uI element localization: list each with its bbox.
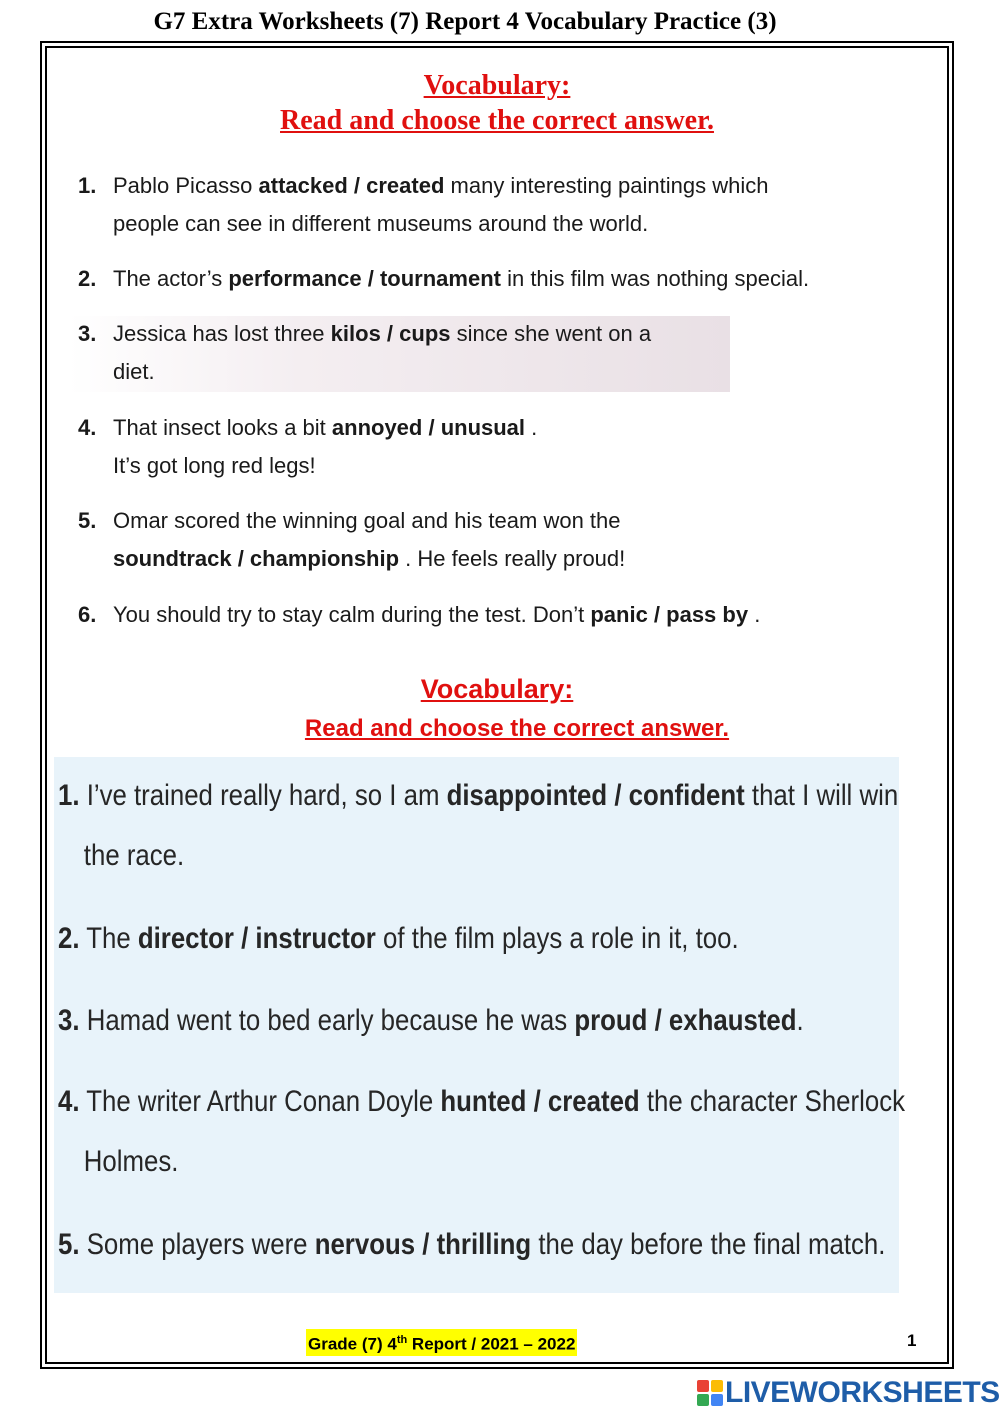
question-number: 1. (78, 173, 97, 198)
question-text: since she went on a (450, 321, 652, 346)
s2-question-3 (58, 991, 804, 1051)
answer-options[interactable]: panic / pass by (590, 602, 749, 627)
question-text: Hamad went to bed early because he was (79, 1004, 575, 1037)
question-text: of the film plays a role in it, too. (375, 922, 739, 955)
section2-heading: Vocabulary: (420, 674, 574, 704)
question-text: I’ve trained really hard, so I am (79, 779, 447, 812)
s2-question-2 (58, 909, 739, 969)
question-text: . (525, 415, 538, 440)
question-text: the character Sherlock (639, 1085, 905, 1118)
brand-name: LIVEWORKSHEETS (725, 1376, 1000, 1409)
question-number: 3. (58, 1004, 80, 1037)
question-text: . He feels really proud! (399, 546, 626, 571)
answer-options[interactable]: director / instructor (137, 922, 376, 955)
answer-options[interactable]: performance / tournament (228, 266, 501, 291)
question-text: Omar scored the winning goal and his team won the (113, 508, 621, 533)
answer-options[interactable]: attacked / created (258, 173, 445, 198)
question-text-line2: diet. (113, 359, 155, 384)
footer-report: Report / 2021 – 2022 (407, 1334, 576, 1354)
footer-grade: Grade (7) 4 (308, 1334, 397, 1354)
question-number: 3. (78, 321, 97, 346)
answer-options[interactable]: annoyed / unusual (331, 415, 526, 440)
question-number: 2. (58, 922, 80, 955)
liveworksheets-logo-icon (697, 1380, 723, 1406)
s2-question-4 (58, 1072, 905, 1178)
liveworksheets-brand[interactable] (697, 1377, 1000, 1409)
section1-instruction: Read and choose the correct answer. (280, 105, 714, 136)
section1-heading: Vocabulary: (423, 70, 571, 101)
footer-label (306, 1329, 577, 1356)
question-text-line2: people can see in different museums around the world. (113, 211, 649, 236)
question-text: many interesting paintings which (444, 173, 769, 198)
question-number: 4. (58, 1085, 80, 1118)
question-text: the day before the final match. (531, 1228, 886, 1261)
answer-options[interactable]: proud / exhausted (574, 1004, 797, 1037)
question-number: 6. (78, 602, 97, 627)
question-number: 2. (78, 266, 97, 291)
answer-options[interactable]: disappointed / confident (446, 779, 745, 812)
question-text: That insect looks a bit (113, 415, 332, 440)
question-text-line2: Holmes. (83, 1145, 179, 1178)
question-text: The (79, 922, 138, 955)
s2-question-1 (58, 766, 899, 872)
question-number: 5. (78, 508, 97, 533)
answer-options[interactable]: kilos / cups (330, 321, 451, 346)
question-text: Some players were (79, 1228, 315, 1261)
question-number: 4. (78, 415, 97, 440)
answer-options[interactable]: nervous / thrilling (314, 1228, 532, 1261)
logo-tile (697, 1394, 709, 1406)
question-text: that I will win (744, 779, 899, 812)
logo-tile (697, 1380, 709, 1392)
question-text: The writer Arthur Conan Doyle (79, 1085, 441, 1118)
question-text: Pablo Picasso (113, 173, 259, 198)
question-text: in this film was nothing special. (500, 266, 810, 291)
page-title: G7 Extra Worksheets (7) Report 4 Vocabulary Practice (3) (153, 8, 777, 35)
question-text: Jessica has lost three (113, 321, 331, 346)
footer-sup: th (396, 1334, 408, 1346)
logo-tile (711, 1394, 723, 1406)
page-number: 1 (907, 1331, 917, 1350)
question-number: 5. (58, 1228, 80, 1261)
question-text: The actor’s (113, 266, 229, 291)
section2-instruction: Read and choose the correct answer. (304, 715, 730, 742)
question-number: 1. (58, 779, 80, 812)
question-text: You should try to stay calm during the test. Don’t (113, 602, 591, 627)
answer-options[interactable]: soundtrack / championship (113, 546, 400, 571)
answer-options[interactable]: hunted / created (440, 1085, 640, 1118)
question-text-line2: It’s got long red legs! (113, 453, 316, 478)
question-text: . (748, 602, 761, 627)
logo-tile (711, 1380, 723, 1392)
s2-question-5 (58, 1215, 885, 1275)
question-text-line2: the race. (83, 839, 185, 872)
question-text: . (796, 1004, 804, 1037)
